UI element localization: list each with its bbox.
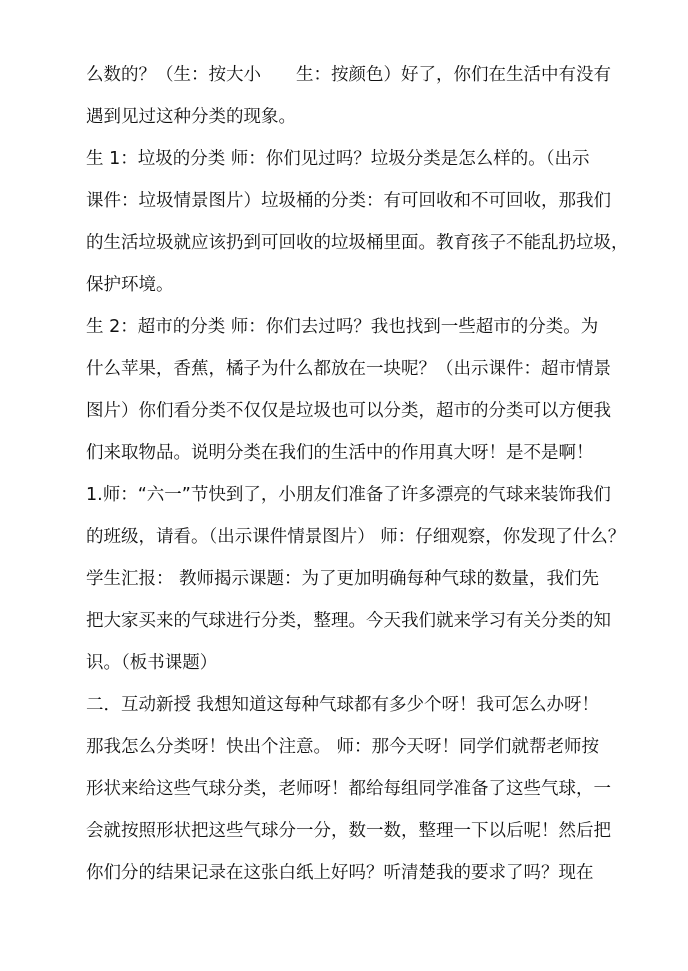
text-line: 1.师：“六一”节快到了，小朋友们准备了许多漂亮的气球来装饰我们: [86, 485, 611, 505]
text-line: 么数的？（生：按大小 生：按颜色）好了，你们在生活中有没有: [86, 65, 611, 85]
text-line: 二．互动新授 我想知道这每种气球都有多少个呀！我可怎么办呀！: [86, 695, 600, 715]
text-line: 会就按照形状把这些气球分一分，数一数，整理一下以后呢！然后把: [86, 821, 611, 841]
text-line: 把大家买来的气球进行分类，整理。今天我们就来学习有关分类的知: [86, 611, 611, 631]
text-line: 生 2：超市的分类 师：你们去过吗？我也找到一些超市的分类。为: [86, 317, 599, 337]
text-line: 那我怎么分类呀！快出个注意。 师：那今天呀！同学们就帮老师按: [86, 737, 600, 757]
text-line: 形状来给这些气球分类，老师呀！都给每组同学准备了这些气球，一: [86, 779, 611, 799]
text-line: 遇到见过这种分类的现象。: [86, 107, 296, 127]
text-line: 的生活垃圾就应该扔到可回收的垃圾桶里面。教育孩子不能乱扔垃圾，: [86, 233, 629, 253]
text-line: 图片）你们看分类不仅仅是垃圾也可以分类，超市的分类可以方便我: [86, 401, 611, 421]
text-line: 你们分的结果记录在这张白纸上好吗？听清楚我的要求了吗？现在: [86, 863, 594, 883]
text-line: 学生汇报： 教师揭示课题：为了更加明确每种气球的数量，我们先: [86, 569, 600, 589]
text-line: 保护环境。: [86, 275, 174, 295]
text-line: 们来取物品。说明分类在我们的生活中的作用真大呀！是不是啊！: [86, 443, 594, 463]
text-line: 生 1：垃圾的分类 师：你们见过吗？垃圾分类是怎么样的。（出示: [86, 149, 590, 169]
text-line: 的班级，请看。（出示课件情景图片） 师：仔细观察，你发现了什么？: [86, 527, 626, 547]
text-line: 识。（板书课题）: [86, 653, 218, 673]
text-line: 什么苹果，香蕉，橘子为什么都放在一块呢？（出示课件：超市情景: [86, 359, 611, 379]
text-line: 课件：垃圾情景图片）垃圾桶的分类：有可回收和不可回收，那我们: [86, 191, 611, 211]
